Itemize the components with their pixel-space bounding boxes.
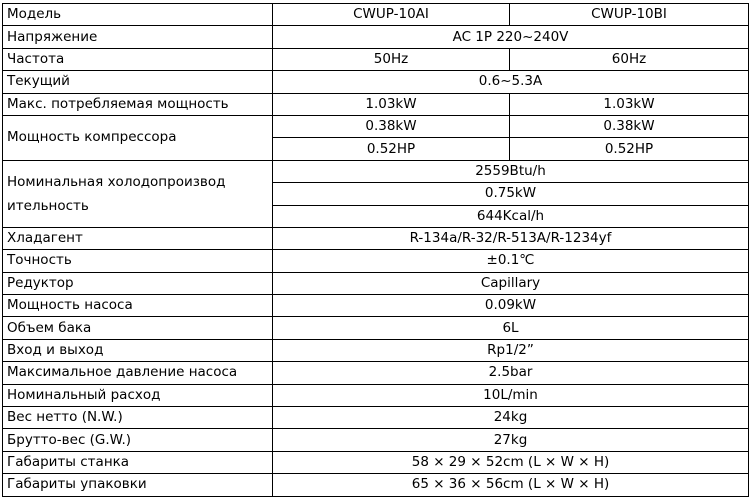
- table-row-package-dimensions: [3, 474, 749, 496]
- table-row-model: [3, 4, 749, 26]
- table-row-tank-volume: [3, 317, 749, 339]
- reducer-cell: Capillary: [273, 272, 749, 294]
- compressor-hp-b-cell: 0.52HP: [510, 138, 749, 160]
- cooling-btu-cell: 2559Btu/h: [273, 160, 749, 182]
- table-row-machine-dimensions: [3, 451, 749, 473]
- table-row-inlet-outlet: [3, 339, 749, 361]
- row-label: Хладагент: [3, 227, 273, 249]
- row-label: Редуктор: [3, 272, 273, 294]
- model-a-cell: CWUP-10AI: [273, 4, 510, 26]
- row-label: Габариты станка: [3, 451, 273, 473]
- rated-flow-cell: 10L/min: [273, 384, 749, 406]
- table-row-rated-flow: [3, 384, 749, 406]
- refrigerant-cell: R-134a/R-32/R-513A/R-1234yf: [273, 227, 749, 249]
- table-row-pump-power: [3, 295, 749, 317]
- row-label: Вес нетто (N.W.): [3, 407, 273, 429]
- row-label: Напряжение: [3, 26, 273, 48]
- frequency-b-cell: 60Hz: [510, 48, 749, 70]
- pump-power-cell: 0.09kW: [273, 295, 749, 317]
- row-label: Номинальный расход: [3, 384, 273, 406]
- row-label: Макс. потребляемая мощность: [3, 93, 273, 115]
- table-row-voltage: [3, 26, 749, 48]
- table-row-refrigerant: [3, 227, 749, 249]
- cooling-kw-cell: 0.75kW: [273, 183, 749, 205]
- row-label: Частота: [3, 48, 273, 70]
- frequency-a-cell: 50Hz: [273, 48, 510, 70]
- row-label: Мощность насоса: [3, 295, 273, 317]
- row-label: Габариты упаковки: [3, 474, 273, 496]
- compressor-hp-a-cell: 0.52HP: [273, 138, 510, 160]
- compressor-kw-b-cell: 0.38kW: [510, 115, 749, 137]
- inlet-outlet-cell: Rp1/2”: [273, 339, 749, 361]
- cooling-kcal-cell: 644Kcal/h: [273, 205, 749, 227]
- spec-table: [2, 3, 749, 497]
- model-b-cell: CWUP-10BI: [510, 4, 749, 26]
- net-weight-cell: 24kg: [273, 407, 749, 429]
- row-label: Точность: [3, 250, 273, 272]
- row-label: Модель: [3, 4, 273, 26]
- table-row-precision: [3, 250, 749, 272]
- table-row-cooling-capacity: [3, 160, 749, 182]
- table-row-reducer: [3, 272, 749, 294]
- table-row-compressor-power: [3, 115, 749, 137]
- max-pump-pressure-cell: 2.5bar: [273, 362, 749, 384]
- table-row-frequency: [3, 48, 749, 70]
- row-label: Объем бака: [3, 317, 273, 339]
- gross-weight-cell: 27kg: [273, 429, 749, 451]
- voltage-cell: AC 1P 220~240V: [273, 26, 749, 48]
- max-power-a-cell: 1.03kW: [273, 93, 510, 115]
- max-power-b-cell: 1.03kW: [510, 93, 749, 115]
- table-row-net-weight: [3, 407, 749, 429]
- row-label: Брутто-вес (G.W.): [3, 429, 273, 451]
- machine-dimensions-cell: 58 × 29 × 52cm (L × W × H): [273, 451, 749, 473]
- table-row-max-pump-pressure: [3, 362, 749, 384]
- table-row-current: [3, 71, 749, 93]
- row-label: Вход и выход: [3, 339, 273, 361]
- package-dimensions-cell: 65 × 36 × 56cm (L × W × H): [273, 474, 749, 496]
- table-row-gross-weight: [3, 429, 749, 451]
- row-label: Текущий: [3, 71, 273, 93]
- row-label: Мощность компрессора: [3, 115, 273, 160]
- current-cell: 0.6~5.3A: [273, 71, 749, 93]
- table-row-max-power: [3, 93, 749, 115]
- compressor-kw-a-cell: 0.38kW: [273, 115, 510, 137]
- row-label: Номинальная холодопроизвод ительность: [3, 160, 273, 227]
- row-label: Максимальное давление насоса: [3, 362, 273, 384]
- precision-cell: ±0.1℃: [273, 250, 749, 272]
- tank-volume-cell: 6L: [273, 317, 749, 339]
